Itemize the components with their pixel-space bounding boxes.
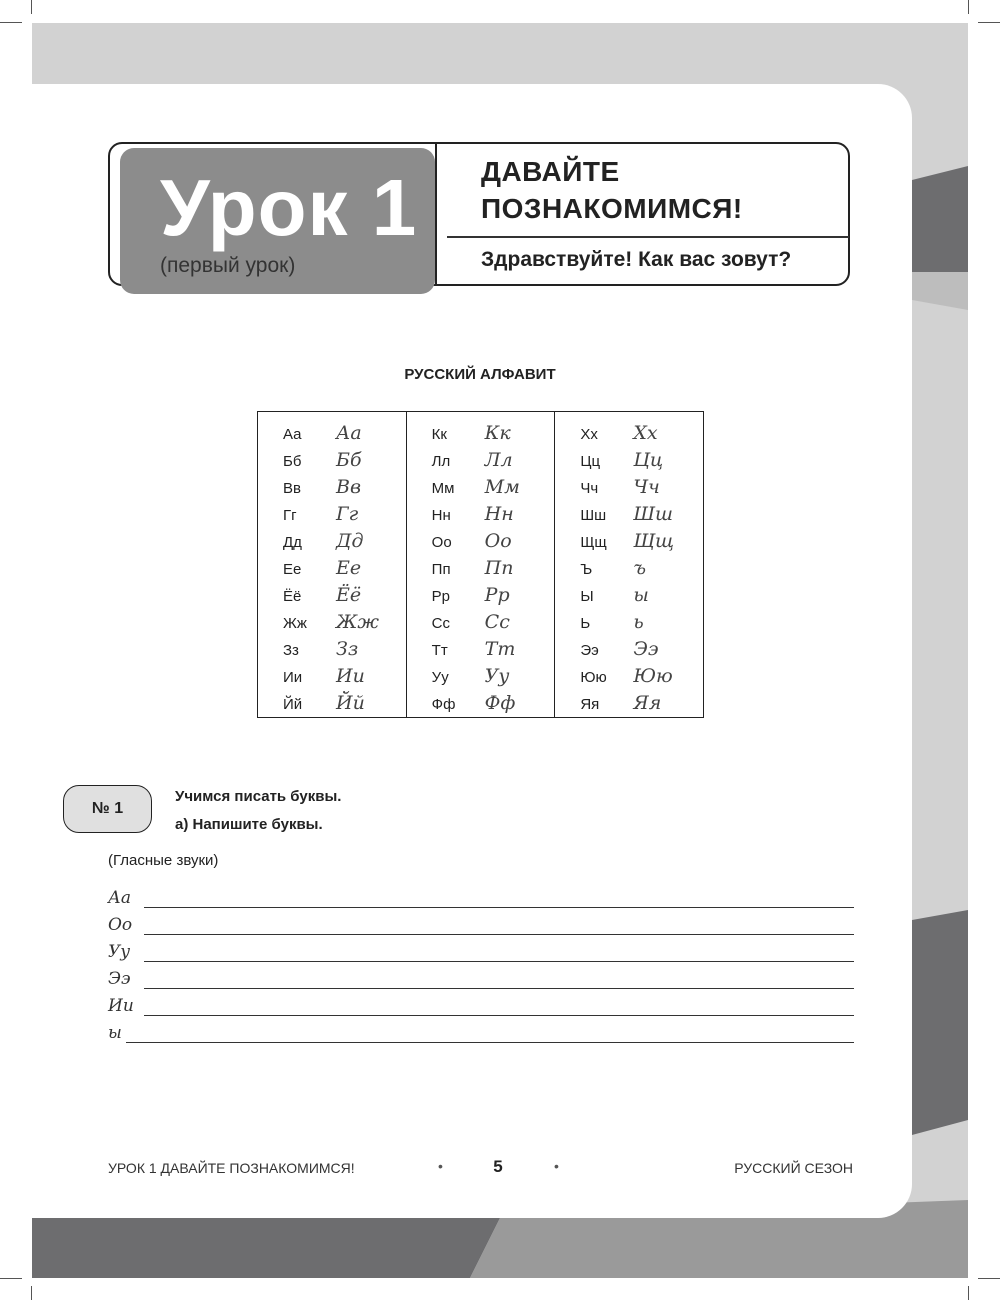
letter-cursive: Юю <box>633 665 673 687</box>
letter-print: Пп <box>431 561 451 578</box>
alphabet-row <box>407 531 555 558</box>
writing-line-rule <box>144 988 854 989</box>
header-divider <box>435 143 437 285</box>
letter-cursive: Сс <box>484 611 510 633</box>
alphabet-row <box>407 558 555 585</box>
alphabet-row <box>407 612 555 639</box>
writing-line-letter: Ээ <box>108 969 131 989</box>
alphabet-row <box>258 558 406 585</box>
writing-line-letter: Оо <box>108 915 133 935</box>
letter-cursive: Ии <box>336 665 365 687</box>
writing-line[interactable] <box>108 915 854 937</box>
letter-cursive: Фф <box>484 692 516 714</box>
crop-mark <box>978 22 1000 23</box>
alphabet-row <box>258 477 406 504</box>
writing-line-rule <box>144 907 854 908</box>
letter-print: Фф <box>431 696 456 713</box>
letter-print: Уу <box>431 669 449 686</box>
letter-print: Юю <box>580 669 607 686</box>
alphabet-row <box>555 423 703 450</box>
letter-print: Яя <box>580 696 600 713</box>
crop-mark <box>0 1278 22 1279</box>
letter-print: Мм <box>431 480 455 497</box>
page-number: 5 <box>493 1157 503 1176</box>
letter-cursive: Лл <box>484 449 513 471</box>
letter-print: Аа <box>283 426 302 443</box>
letter-print: Цц <box>580 453 601 470</box>
lesson-subtitle: (первый урок) <box>160 254 296 277</box>
alphabet-row <box>258 423 406 450</box>
letter-cursive: ы <box>633 584 649 606</box>
writing-line-letter: Уу <box>108 942 131 962</box>
letter-cursive: Гг <box>336 503 359 525</box>
writing-line[interactable] <box>108 888 854 910</box>
letter-cursive: Мм <box>484 476 520 498</box>
alphabet-row <box>407 585 555 612</box>
writing-line[interactable] <box>108 969 854 991</box>
writing-line[interactable] <box>108 1023 854 1045</box>
letter-cursive: Яя <box>633 692 662 714</box>
letter-print: Ы <box>580 588 594 605</box>
letter-cursive: Пп <box>484 557 514 579</box>
crop-mark <box>968 0 969 14</box>
letter-cursive: Ээ <box>633 638 659 660</box>
footer-book-title: РУССКИЙ СЕЗОН <box>734 1160 853 1176</box>
alphabet-row <box>407 450 555 477</box>
crop-mark <box>31 0 32 14</box>
footer-lesson-title: УРОК 1 ДАВАЙТЕ ПОЗНАКОМИМСЯ! <box>108 1160 355 1176</box>
letter-print: Ии <box>283 669 303 686</box>
alphabet-row <box>555 477 703 504</box>
footer-dot: • <box>438 1158 443 1174</box>
crop-mark <box>0 22 22 23</box>
alphabet-row <box>555 639 703 666</box>
letter-print: Ъ <box>580 561 593 578</box>
writing-line[interactable] <box>108 942 854 964</box>
alphabet-row <box>407 666 555 693</box>
alphabet-row <box>407 639 555 666</box>
letter-cursive: Зз <box>336 638 359 660</box>
letter-cursive: Чч <box>633 476 660 498</box>
letter-print: Хх <box>580 426 598 443</box>
header-rule <box>447 236 849 238</box>
letter-print: Зз <box>283 642 299 659</box>
writing-line-rule <box>126 1042 854 1043</box>
letter-cursive: Цц <box>633 449 664 471</box>
alphabet-row <box>555 450 703 477</box>
letter-print: Ь <box>580 615 591 632</box>
writing-line[interactable] <box>108 996 854 1018</box>
writing-line-rule <box>144 934 854 935</box>
alphabet-row <box>555 558 703 585</box>
crop-mark <box>968 1286 969 1300</box>
writing-line-rule <box>144 961 854 962</box>
alphabet-row <box>258 450 406 477</box>
writing-line-letter: Аа <box>108 888 132 908</box>
letter-print: Шш <box>580 507 607 524</box>
letter-cursive: Йй <box>336 692 365 714</box>
alphabet-column <box>258 412 407 717</box>
alphabet-row <box>555 612 703 639</box>
letter-print: Бб <box>283 453 302 470</box>
letter-cursive: ь <box>633 611 644 633</box>
letter-print: Ее <box>283 561 302 578</box>
alphabet-row <box>258 585 406 612</box>
letter-print: Сс <box>431 615 451 632</box>
letter-print: Дд <box>283 534 302 551</box>
alphabet-row <box>555 504 703 531</box>
writing-line-letter: Ии <box>108 996 134 1016</box>
alphabet-row <box>555 585 703 612</box>
letter-cursive: Щщ <box>633 530 675 552</box>
letter-cursive: Шш <box>633 503 674 525</box>
letter-cursive: ъ <box>633 557 647 579</box>
letter-cursive: Оо <box>484 530 512 552</box>
alphabet-table <box>257 411 704 718</box>
letter-print: Нн <box>431 507 451 524</box>
alphabet-row <box>555 531 703 558</box>
alphabet-row <box>407 477 555 504</box>
alphabet-row <box>407 693 555 720</box>
alphabet-row <box>407 423 555 450</box>
exercise-note: (Гласные звуки) <box>108 852 219 869</box>
letter-print: Лл <box>431 453 451 470</box>
alphabet-column <box>407 412 556 717</box>
letter-print: Чч <box>580 480 599 497</box>
letter-print: Ёё <box>283 588 302 605</box>
letter-cursive: Хх <box>633 422 658 444</box>
letter-print: Гг <box>283 507 297 524</box>
letter-print: Кк <box>431 426 447 443</box>
exercise-task-title: Учимся писать буквы. <box>175 788 342 805</box>
heading-line-2: ПОЗНАКОМИМСЯ! <box>481 193 743 224</box>
alphabet-row <box>555 666 703 693</box>
alphabet-row <box>258 693 406 720</box>
alphabet-column <box>555 412 703 717</box>
letter-cursive: Кк <box>484 422 511 444</box>
letter-print: Оо <box>431 534 452 551</box>
letter-cursive: Тт <box>484 638 516 660</box>
letter-print: Йй <box>283 696 303 713</box>
heading-line-1: ДАВАЙТЕ <box>481 156 620 187</box>
exercise-number-badge: № 1 <box>63 785 152 833</box>
alphabet-row <box>258 531 406 558</box>
letter-cursive: Жж <box>336 611 379 633</box>
letter-cursive: Уу <box>484 665 510 687</box>
letter-cursive: Дд <box>336 530 364 552</box>
exercise-task-instruction: а) Напишите буквы. <box>175 816 323 833</box>
writing-line-letter: ы <box>108 1023 122 1043</box>
letter-cursive: Нн <box>484 503 514 525</box>
writing-line-rule <box>144 1015 854 1016</box>
letter-cursive: Ее <box>336 557 362 579</box>
alphabet-row <box>258 504 406 531</box>
greeting-text: Здравствуйте! Как вас зовут? <box>481 248 792 271</box>
letter-cursive: Ёё <box>336 584 362 606</box>
lesson-title: Урок 1 <box>160 163 418 252</box>
letter-print: Тт <box>431 642 448 659</box>
footer-dot: • <box>554 1158 559 1174</box>
alphabet-row <box>258 612 406 639</box>
letter-print: Жж <box>283 615 307 632</box>
crop-mark <box>31 1286 32 1300</box>
letter-print: Вв <box>283 480 301 497</box>
letter-cursive: Рр <box>484 584 510 606</box>
alphabet-row <box>407 504 555 531</box>
letter-print: Рр <box>431 588 451 605</box>
letter-cursive: Вв <box>336 476 362 498</box>
alphabet-row <box>258 639 406 666</box>
letter-cursive: Бб <box>336 449 362 471</box>
letter-print: Ээ <box>580 642 599 659</box>
letter-cursive: Аа <box>336 422 362 444</box>
alphabet-row <box>555 693 703 720</box>
alphabet-title: РУССКИЙ АЛФАВИТ <box>404 366 556 383</box>
letter-print: Щщ <box>580 534 607 551</box>
crop-mark <box>978 1278 1000 1279</box>
alphabet-row <box>258 666 406 693</box>
